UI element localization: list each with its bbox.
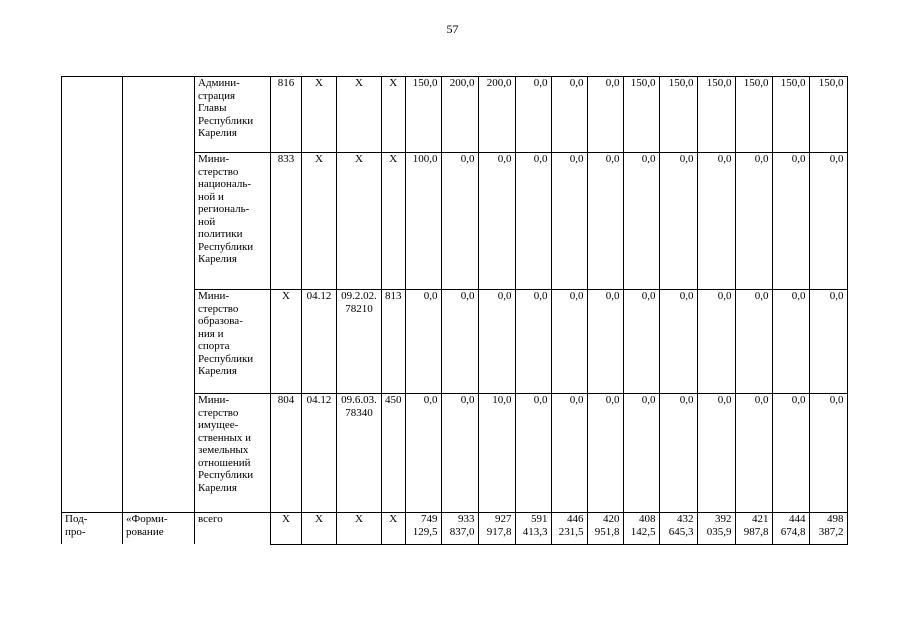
total-value-cell: 933 837,0	[441, 513, 478, 545]
value-cell: 0,0	[623, 394, 659, 513]
value-cell: 0,0	[659, 394, 697, 513]
value-cell: 0,0	[809, 290, 847, 394]
rz-cell: Х	[302, 153, 337, 290]
csr-cell: Х	[337, 513, 382, 545]
value-cell: 0,0	[772, 290, 809, 394]
csr-cell: 09.2.02. 78210	[337, 290, 382, 394]
value-cell: 150,0	[659, 77, 697, 153]
total-value-cell: 444 674,8	[772, 513, 809, 545]
value-cell: 0,0	[441, 290, 478, 394]
value-cell: 0,0	[697, 290, 735, 394]
value-cell: 0,0	[735, 153, 772, 290]
value-cell: 0,0	[587, 290, 623, 394]
status-cell	[62, 77, 123, 513]
value-cell: 0,0	[515, 290, 551, 394]
value-cell: 0,0	[441, 394, 478, 513]
csr-cell: Х	[337, 153, 382, 290]
total-value-cell: 498 387,2	[809, 513, 847, 545]
total-value-cell: 927 917,8	[478, 513, 515, 545]
rz-cell: 04.12	[302, 394, 337, 513]
value-cell: 0,0	[697, 153, 735, 290]
vr-cell: 450	[382, 394, 406, 513]
value-cell: 0,0	[772, 394, 809, 513]
value-cell: 0,0	[659, 153, 697, 290]
value-cell: 0,0	[478, 290, 515, 394]
rz-cell: Х	[302, 77, 337, 153]
value-cell: 0,0	[551, 153, 587, 290]
grbs-cell: 816	[271, 77, 302, 153]
value-cell: 0,0	[623, 290, 659, 394]
value-cell: 0,0	[551, 394, 587, 513]
value-cell: 150,0	[772, 77, 809, 153]
total-value-cell: 591 413,3	[515, 513, 551, 545]
value-cell: 0,0	[772, 153, 809, 290]
vr-cell: 813	[382, 290, 406, 394]
executor-cell: всего	[195, 513, 271, 545]
value-cell: 150,0	[405, 77, 441, 153]
value-cell: 0,0	[623, 153, 659, 290]
name-cell	[123, 77, 195, 513]
value-cell: 200,0	[441, 77, 478, 153]
rz-cell: Х	[302, 513, 337, 545]
value-cell: 150,0	[697, 77, 735, 153]
page-number: 57	[446, 22, 459, 36]
value-cell: 150,0	[735, 77, 772, 153]
value-cell: 200,0	[478, 77, 515, 153]
table-row	[62, 77, 848, 153]
executor-cell: Мини- стерство имущее- ственных и земельных отношений Республики Карелия	[195, 394, 271, 513]
value-cell: 0,0	[515, 77, 551, 153]
status-cell: Под- про-	[62, 513, 123, 545]
value-cell: 0,0	[697, 394, 735, 513]
value-cell: 0,0	[587, 77, 623, 153]
total-value-cell: 432 645,3	[659, 513, 697, 545]
value-cell: 0,0	[551, 290, 587, 394]
executor-cell: Мини- стерство образова- ния и спорта Республики Карелия	[195, 290, 271, 394]
grbs-cell: 804	[271, 394, 302, 513]
total-value-cell: 408 142,5	[623, 513, 659, 545]
executor-cell: Мини- стерство националь- ной и региональ- ной политики Республики Карелия	[195, 153, 271, 290]
total-value-cell: 421 987,8	[735, 513, 772, 545]
value-cell: 10,0	[478, 394, 515, 513]
value-cell: 0,0	[809, 153, 847, 290]
value-cell: 0,0	[405, 394, 441, 513]
total-value-cell: 749 129,5	[405, 513, 441, 545]
total-value-cell: 420 951,8	[587, 513, 623, 545]
value-cell: 0,0	[587, 153, 623, 290]
grbs-cell: Х	[271, 513, 302, 545]
csr-cell: 09.6.03. 78340	[337, 394, 382, 513]
value-cell: 0,0	[587, 394, 623, 513]
value-cell: 0,0	[551, 77, 587, 153]
value-cell: 0,0	[515, 153, 551, 290]
value-cell: 150,0	[809, 77, 847, 153]
vr-cell: Х	[382, 153, 406, 290]
value-cell: 0,0	[809, 394, 847, 513]
total-value-cell: 446 231,5	[551, 513, 587, 545]
vr-cell: Х	[382, 77, 406, 153]
executor-cell: Админи- страция Главы Республики Карелия	[195, 77, 271, 153]
value-cell: 0,0	[441, 153, 478, 290]
vr-cell: Х	[382, 513, 406, 545]
value-cell: 0,0	[659, 290, 697, 394]
budget-table	[61, 76, 848, 545]
value-cell: 100,0	[405, 153, 441, 290]
value-cell: 0,0	[735, 290, 772, 394]
value-cell: 0,0	[405, 290, 441, 394]
value-cell: 0,0	[735, 394, 772, 513]
total-value-cell: 392 035,9	[697, 513, 735, 545]
value-cell: 0,0	[515, 394, 551, 513]
csr-cell: Х	[337, 77, 382, 153]
name-cell: «Форми- рование	[123, 513, 195, 545]
grbs-cell: Х	[271, 290, 302, 394]
value-cell: 150,0	[623, 77, 659, 153]
rz-cell: 04.12	[302, 290, 337, 394]
grbs-cell: 833	[271, 153, 302, 290]
value-cell: 0,0	[478, 153, 515, 290]
summary-row	[62, 513, 848, 545]
